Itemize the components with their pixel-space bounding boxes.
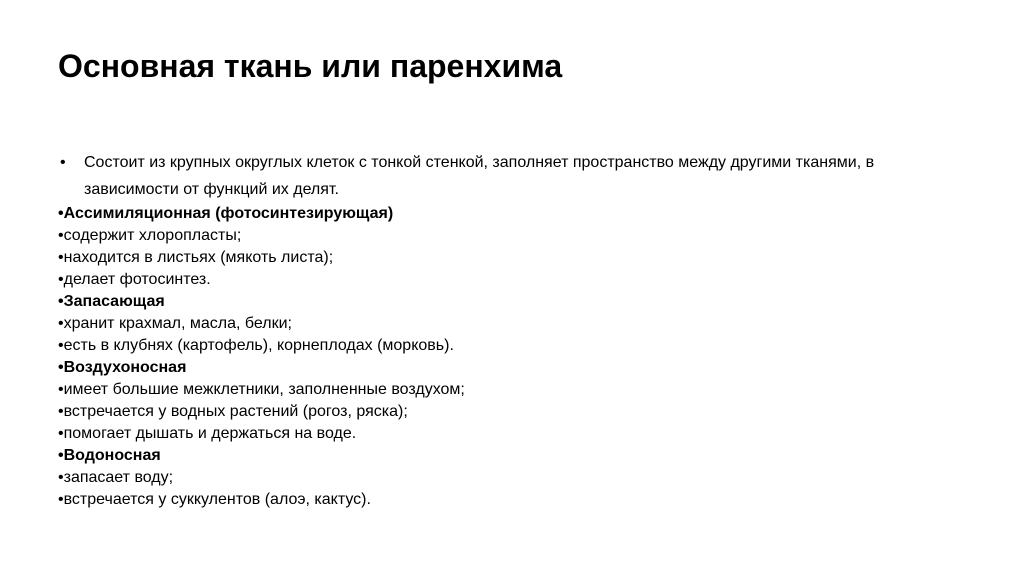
list-item: •делает фотосинтез. — [58, 271, 211, 288]
intro-paragraph — [58, 149, 958, 203]
list-item: •находится в листьях (мякоть листа); — [58, 249, 334, 266]
list-item: •встречается у суккулентов (алоэ, кактус). — [58, 491, 371, 508]
section-heading: •Водоносная — [58, 447, 161, 464]
list-item: •запасает воду; — [58, 469, 174, 486]
intro-bullet: • — [60, 154, 66, 171]
bullet-list — [58, 203, 958, 511]
section-heading: •Воздухоносная — [58, 359, 187, 376]
slide-title: Основная ткань или паренхима — [58, 48, 563, 84]
list-item: •есть в клубнях (картофель), корнеплодах (морковь). — [58, 337, 454, 354]
list-item: •имеет большие межклетники, заполненные воздухом; — [58, 381, 465, 398]
section-heading: •Ассимиляционная (фотосинтезирующая) — [58, 205, 394, 222]
list-item: •содержит хлоропласты; — [58, 227, 242, 244]
list-item: •помогает дышать и держаться на воде. — [58, 425, 357, 442]
list-item: •хранит крахмал, масла, белки; — [58, 315, 292, 332]
list-item: •встречается у водных растений (рогоз, ряска); — [58, 403, 408, 420]
intro-text: Состоит из крупных округлых клеток с тонкой стенкой, заполняет пространство между другими тканями, в зависимости от функций их делят. — [84, 154, 875, 198]
slide-content — [58, 149, 958, 511]
section-heading: •Запасающая — [58, 293, 165, 310]
